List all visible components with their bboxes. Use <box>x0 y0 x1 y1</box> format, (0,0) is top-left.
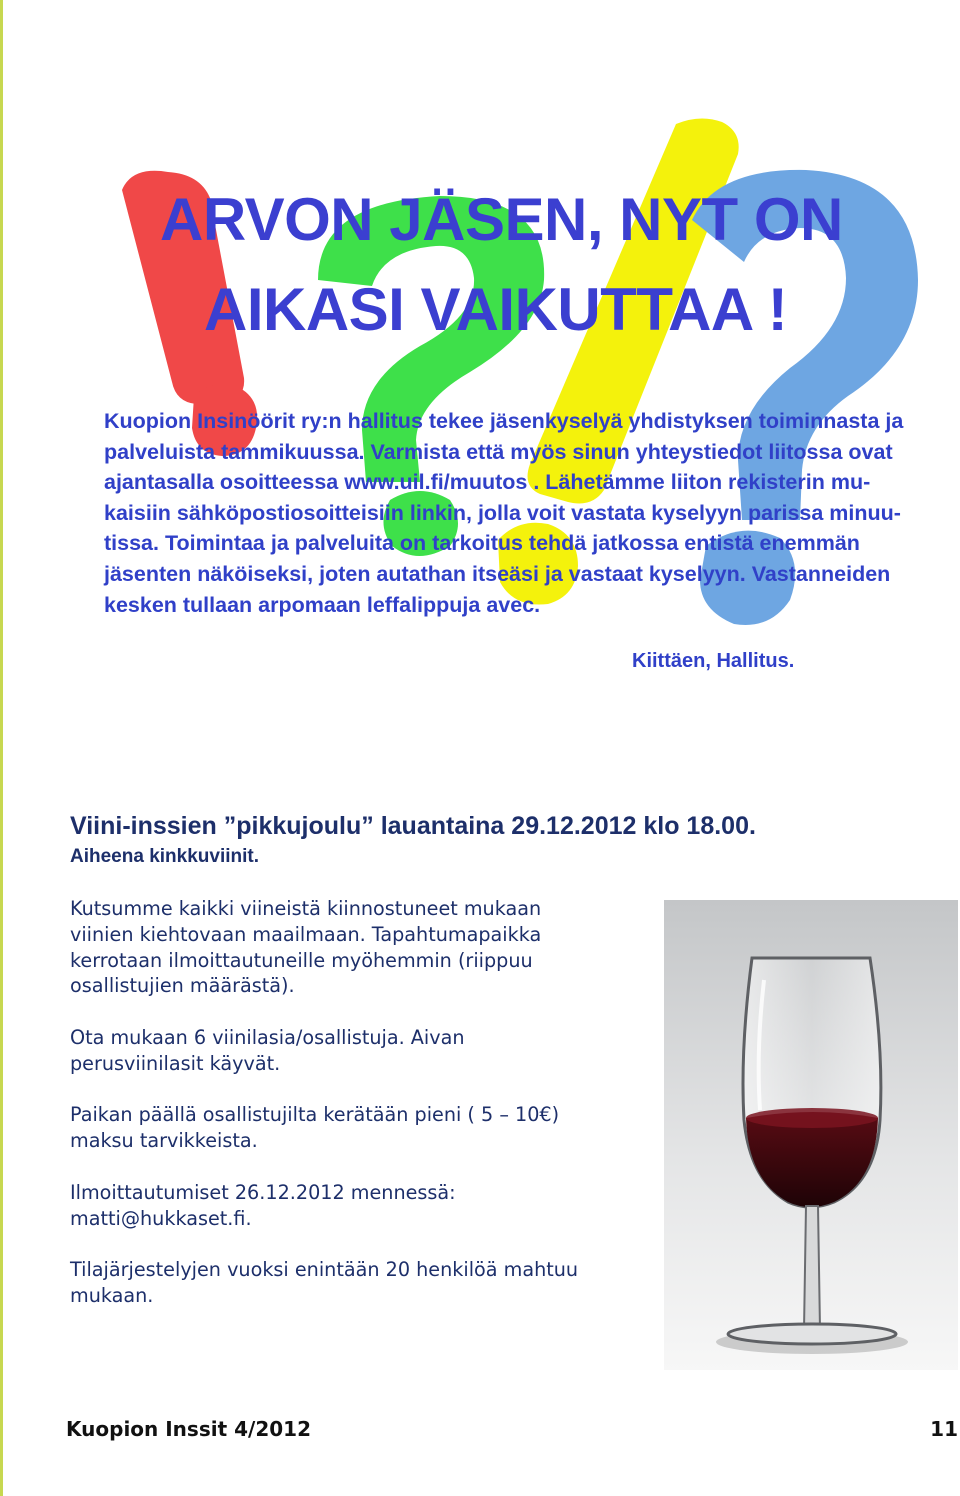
article-line: Kutsumme kaikki viineistä kiinnostuneet mukaan <box>70 897 542 920</box>
poster-body-line: jäsenten näköiseksi, joten autathan itseäsi ja vastaat kyselyyn. Vastanneiden <box>104 561 891 586</box>
poster <box>0 110 960 690</box>
poster-title-line1: ARVON JÄSEN, NYT ON <box>160 186 843 253</box>
glass-stem <box>804 1206 820 1330</box>
article-line: osallistujien määrästä). <box>70 974 295 998</box>
article-line: Ota mukaan 6 viinilasia/osallistuja. Aivan <box>70 1025 465 1049</box>
poster-body-line: kaisiin sähköpostiosoitteisiin linkin, jolla voit vastata kyselyyn parissa minuu- <box>104 500 901 525</box>
article-paragraph <box>70 1180 650 1232</box>
footer-page-number: 11 <box>930 1417 958 1441</box>
poster-body-line: tissa. Toimintaa ja palveluita on tarkoitus tehdä jatkossa entistä enemmän <box>104 531 860 556</box>
article-headline: Viini-inssien ”pikkujoulu” lauantaina 29.12.2012 klo 18.00. <box>70 812 756 840</box>
article-line: Tilajärjestelyjen vuoksi enintään 20 henkilöä mahtuu <box>70 1258 579 1282</box>
article-subheadline: Aiheena kinkkuviinit. <box>70 846 259 867</box>
poster-body-line: palveluista tammikuussa. Varmista että myös sinun yhteystiedot liitossa ovat <box>104 439 893 464</box>
poster-signature: Kiittäen, Hallitus. <box>632 650 795 672</box>
article-line: perusviinilasit käyvät. <box>70 1051 281 1075</box>
wine-glass-photo <box>664 900 958 1370</box>
footer-publication-title: Kuopion Inssit 4/2012 <box>66 1417 311 1441</box>
glass-foot <box>728 1324 896 1344</box>
article-paragraph <box>70 1102 650 1154</box>
article-line: matti@hukkaset.fi. <box>70 1206 252 1230</box>
poster-body-line: ajantasalla osoitteessa www.uil.fi/muutos . Lähetämme liiton rekisterin mu- <box>104 470 871 495</box>
poster-body-text <box>104 406 924 620</box>
article-line: Paikan päällä osallistujilta kerätään pieni ( 5 – 10€) <box>70 1103 560 1127</box>
article-paragraph <box>70 1257 650 1309</box>
article-paragraph <box>70 896 650 999</box>
article-line: maksu tarvikkeista. <box>70 1129 258 1153</box>
article-line: kerrotaan ilmoittautuneille myöhemmin (riippuu <box>70 948 533 972</box>
article-line: mukaan. <box>70 1283 154 1307</box>
article-paragraph <box>70 1025 650 1077</box>
poster-title-line2: AIKASI VAIKUTTAA ! <box>204 276 788 343</box>
wine-surface <box>746 1108 878 1128</box>
poster-body-line: kesken tullaan arpomaan leffalippuja avec. <box>104 592 541 617</box>
article-line: Ilmoittautumiset 26.12.2012 mennessä: <box>70 1180 456 1204</box>
article-body <box>70 896 650 1335</box>
poster-body-line: Kuopion Insinöörit ry:n hallitus tekee jäsenkyselyä yhdistyksen toiminnasta ja <box>104 409 904 433</box>
article-line: viinien kiehtovaan maailmaan. Tapahtumapaikka <box>70 922 542 946</box>
